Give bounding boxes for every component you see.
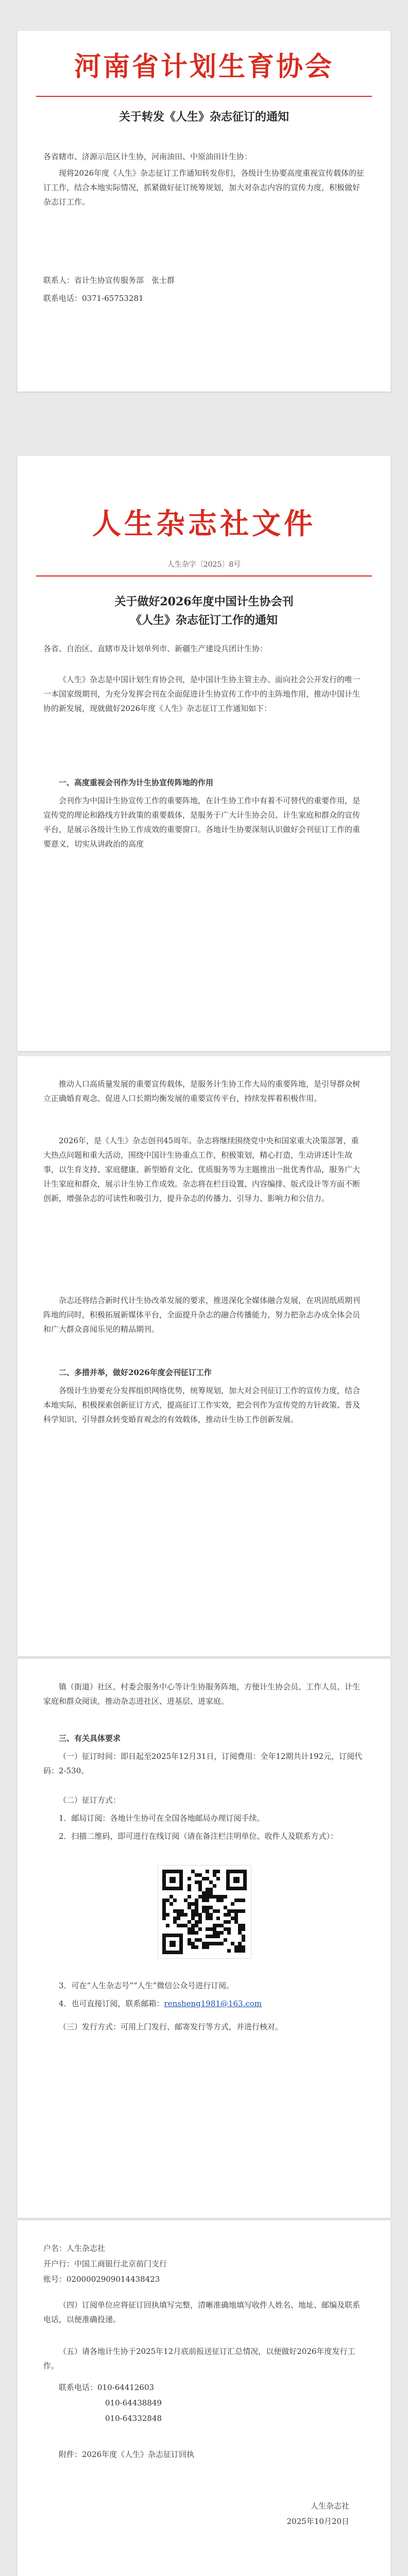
paragraph: 2026年，是《人生》杂志创刊45周年。杂志将继续围绕党中央和国家重大决策部署，重大热点问题和重大活动，围绕中国计生协重点工作，积极策划，精心打造，生动讲述计生故事，以生育支持、家庭健康、新型婚育文化、优质服务等为主题推出一批优秀作品，服务广大计生家庭和群众，展示计生协工作成效。杂志将在栏目设置、内容编排、版式设计等方面不断创新，增强杂志的可读性和吸引力，提升杂志的传播力、引导力、影响力和公信力。 — [43, 1136, 361, 1203]
contact-label: 联系人： — [43, 276, 75, 285]
signature: 人生杂志社 — [310, 2501, 349, 2511]
qr-module — [213, 1942, 216, 1945]
qr-module — [195, 1945, 198, 1949]
qr-module — [209, 1895, 213, 1899]
qr-module — [238, 1931, 242, 1935]
qr-module — [195, 1873, 198, 1877]
qr-module — [242, 1924, 245, 1927]
qr-module — [216, 1895, 220, 1899]
phone-value: 0371-65753281 — [82, 294, 144, 303]
qr-module — [216, 1877, 220, 1880]
paragraph: （四）订阅单位应将征订回执填写完整，清晰准确地填写收件人姓名、地址、邮编及联系电话，以便准确投递。 — [43, 2300, 361, 2324]
qr-module — [224, 1895, 227, 1899]
qr-module — [216, 1899, 220, 1902]
qr-module — [202, 1891, 206, 1895]
title-rule — [36, 96, 372, 97]
contact-phone-1: 010-64412603 — [97, 2383, 155, 2392]
qr-module — [213, 1870, 216, 1873]
qr-module — [202, 1942, 206, 1945]
qr-module — [213, 1884, 216, 1888]
qr-module — [191, 1917, 195, 1920]
qr-module — [180, 1913, 184, 1917]
qr-module — [242, 1938, 245, 1942]
qr-module — [220, 1931, 224, 1935]
qr-module — [206, 1870, 209, 1873]
bank-name-line — [43, 2241, 365, 2256]
qr-module — [188, 1938, 191, 1942]
paragraph: 杂志还将结合新时代计生协改革发展的要求，推进深化全媒体融合发展，在巩固纸质期刊阵地的同时，积极拓展新媒体平台，全面提升杂志的融合传播能力，努力把杂志办成全体会员和广大群众喜闻乐见的精品期刊。 — [43, 1296, 361, 1334]
notice-body: 现将2026年度《人生》杂志征订工作通知转发你们，各级计生协要高度重视宣传载体的征订工作，结合本地实际情况，抓紧做好征订统筹规划，加大对杂志内容的宣传力度，积极做好杂志订工作。 — [43, 168, 365, 207]
qr-module — [188, 1906, 191, 1909]
org-title: 河南省计划生育协会 — [74, 51, 334, 82]
qr-module — [213, 1909, 216, 1913]
requirement-2: （二）征订方式： — [59, 1795, 121, 1805]
qr-module — [198, 1873, 202, 1877]
subscribe-way-2: 2．扫描二维码，即可进行在线订阅（请在备注栏注明单位、收件人及联系方式）： — [59, 1832, 338, 1841]
qr-module — [206, 1888, 209, 1891]
subscribe-way-4 — [43, 1996, 365, 2011]
qr-module — [198, 1917, 202, 1920]
qr-module — [234, 1913, 238, 1917]
qr-module — [202, 1909, 206, 1913]
qr-module — [216, 1909, 220, 1913]
greeting: 各省、自治区、直辖市及计划单列市、新疆生产建设兵团计生协： — [43, 644, 268, 653]
qr-module — [242, 1899, 245, 1902]
qr-module — [224, 1920, 227, 1924]
section-heading: 二、多措并举，做好2026年度会刊征订工作 — [59, 1368, 212, 1377]
qr-module — [180, 1924, 184, 1927]
qr-module — [195, 1931, 198, 1935]
qr-module — [180, 1909, 184, 1913]
qr-module — [191, 1902, 195, 1906]
email-link[interactable]: rensheng1981@163.com — [164, 1999, 262, 2008]
qr-module — [206, 1909, 209, 1913]
qr-module — [238, 1909, 242, 1913]
qr-module — [188, 1884, 191, 1888]
qr-module — [209, 1888, 213, 1891]
qr-module — [206, 1917, 209, 1920]
qr-module — [242, 1945, 245, 1949]
account-label: 账号： — [43, 2275, 67, 2284]
qr-module — [220, 1942, 224, 1945]
qr-module — [173, 1899, 177, 1902]
qr-module — [206, 1942, 209, 1945]
qr-module — [195, 1906, 198, 1909]
qr-module — [191, 1927, 195, 1931]
qr-module — [188, 1920, 191, 1924]
qr-module — [166, 1899, 169, 1902]
paragraph: 推动人口高质量发展的重要宣传载体，是服务计生协工作大局的重要阵地，是引导群众树立正确婚育观念、促进人口长期均衡发展的重要宣传平台，持续发挥着积极作用。 — [43, 1079, 361, 1103]
qr-module — [169, 1895, 173, 1899]
qr-module — [191, 1945, 195, 1949]
qr-module — [188, 1877, 191, 1880]
qr-module — [209, 1913, 213, 1917]
greeting: 各省辖市、济源示范区计生协，河南油田、中原油田计生协： — [43, 152, 252, 161]
qr-module — [209, 1927, 213, 1931]
contact-line — [105, 2396, 365, 2410]
qr-module — [206, 1945, 209, 1949]
qr-module — [184, 1924, 188, 1927]
signature-date: 2025年10月20日 — [286, 2517, 349, 2526]
qr-module — [191, 1931, 195, 1935]
qr-module — [216, 1924, 220, 1927]
qr-module — [188, 1942, 191, 1945]
qr-module — [162, 1899, 166, 1902]
qr-module — [206, 1913, 209, 1917]
qr-module — [169, 1902, 173, 1906]
qr-module — [198, 1913, 202, 1917]
qr-module — [191, 1924, 195, 1927]
qr-module — [209, 1917, 213, 1920]
email-label: 4．也可直接订阅，联系邮箱： — [59, 1999, 164, 2008]
contact-phone-2: 010-64438849 — [105, 2398, 162, 2408]
qr-module — [224, 1927, 227, 1931]
qr-module — [238, 1927, 242, 1931]
qr-module — [198, 1927, 202, 1931]
qr-module — [213, 1931, 216, 1935]
qr-module — [242, 1935, 245, 1938]
paragraph: 会刊作为中国计生协宣传工作的重要阵地，在计生协工作中有着不可替代的重要作用，是宣传党的理论和路线方针政策的重要载体，是服务于广大计生协会员、计生家庭和群众的宣传平台，是展示各级计生协工作成效的重要窗口。各地计生协要深刻认识做好会刊征订工作的重要意义，切实从讲政治的高度 — [43, 796, 361, 849]
qr-module — [184, 1899, 188, 1902]
qr-module — [227, 1927, 231, 1931]
account-value: 0200002909014438423 — [66, 2275, 160, 2284]
contact-line — [105, 2411, 365, 2426]
document-title-line-1: 关于做好2026年度中国计生协会刊 — [114, 595, 294, 608]
qr-module — [206, 1895, 209, 1899]
bank-value: 中国工商银行北京前门支行 — [74, 2259, 167, 2268]
qr-module — [173, 1917, 177, 1920]
qr-module — [202, 1899, 206, 1902]
qr-module — [220, 1899, 224, 1902]
qr-module — [238, 1924, 242, 1927]
qr-module — [216, 1870, 220, 1873]
contact-line — [43, 2380, 365, 2395]
notice-page-5 — [18, 2221, 390, 2576]
phone-label: 联系电话： — [43, 294, 82, 303]
qr-module — [198, 1880, 202, 1884]
paragraph: （五）请各地计生协于2025年12月底前报送征订汇总情况，以便做好2026年度发行工作。 — [43, 2347, 355, 2370]
qr-module — [227, 1949, 231, 1953]
notice-page-1 — [18, 31, 390, 392]
qr-module — [242, 1949, 245, 1953]
qr-module — [216, 1935, 220, 1938]
section-heading: 三、有关具体要求 — [59, 1734, 121, 1743]
qr-module — [202, 1877, 206, 1880]
qr-module — [202, 1945, 206, 1949]
qr-module — [195, 1909, 198, 1913]
notice-title: 关于转发《人生》杂志征订的通知 — [118, 110, 289, 124]
qr-module — [177, 1913, 180, 1917]
qr-module — [195, 1899, 198, 1902]
qr-module — [184, 1913, 188, 1917]
qr-module — [202, 1895, 206, 1899]
qr-module — [198, 1895, 202, 1899]
qr-module — [188, 1927, 191, 1931]
qr-module — [209, 1942, 213, 1945]
qr-module — [224, 1938, 227, 1942]
qr-module — [234, 1917, 238, 1920]
qr-module — [198, 1938, 202, 1942]
contact-line — [43, 273, 365, 287]
qr-module — [195, 1880, 198, 1884]
qr-module — [238, 1899, 242, 1902]
paragraph: 镇（街道）社区、村委会服务中心等计生协服务阵地，方便计生协会员、工作人员、计生家庭和群众阅读，推动杂志进社区、进基层、进家庭。 — [43, 1682, 361, 1706]
qr-module — [234, 1949, 238, 1953]
qr-module — [206, 1927, 209, 1931]
notice-page-4 — [18, 1659, 390, 2218]
contact-label: 联系电话： — [59, 2383, 98, 2392]
qr-module — [173, 1920, 177, 1924]
qr-module — [173, 1909, 177, 1913]
qr-module — [216, 1917, 220, 1920]
qr-module — [220, 1924, 224, 1927]
subscription-qr-code[interactable] — [158, 1865, 251, 1959]
notice-page-3 — [18, 1056, 390, 1656]
qr-module — [162, 1906, 166, 1909]
qr-module — [198, 1884, 202, 1888]
qr-module — [238, 1942, 242, 1945]
qr-module — [191, 1870, 195, 1873]
qr-module — [188, 1888, 191, 1891]
qr-module — [213, 1924, 216, 1927]
qr-module — [206, 1891, 209, 1895]
subscribe-way-1: 1．邮局订阅：各地计生协可在全国各地邮局办理订阅手续。 — [59, 1814, 265, 1823]
qr-module — [166, 1924, 169, 1927]
attachment-line: 附件：2026年度《人生》杂志征订回执 — [59, 2450, 195, 2459]
qr-module — [213, 1935, 216, 1938]
document-number: 人生杂字〔2025〕8号 — [167, 561, 241, 569]
header-rule — [36, 575, 372, 577]
qr-module — [191, 1913, 195, 1917]
bank-name-value: 人生杂志社 — [66, 2244, 106, 2253]
paragraph: 《人生》杂志是中国计划生育协会刊，是中国计生协主管主办、面向社会公开发行的唯一一本国家级期刊，为充分发挥会刊在全面促进计生协宣传工作中的主阵地作用，推动中国计生协的新发展，现就做好2026年度《人生》杂志征订工作通知如下： — [43, 675, 361, 713]
qr-module — [188, 1895, 191, 1899]
qr-module — [234, 1945, 238, 1949]
qr-module — [231, 1917, 234, 1920]
qr-module — [213, 1927, 216, 1931]
qr-module — [206, 1906, 209, 1909]
requirement-1: （一）征订时间：即日起至2025年12月31日，订阅费用：全年12期共计192元，订阅代码：2-530。 — [43, 1752, 363, 1775]
bank-line — [43, 2257, 365, 2271]
qr-module — [162, 1917, 166, 1920]
qr-module — [224, 1913, 227, 1917]
qr-module — [177, 1909, 180, 1913]
qr-module — [209, 1891, 213, 1895]
qr-module — [227, 1920, 231, 1924]
qr-module — [213, 1873, 216, 1877]
qr-module — [195, 1902, 198, 1906]
contact-phone-3: 010-64332848 — [105, 2414, 162, 2423]
qr-module — [162, 1913, 166, 1917]
phone-line — [43, 291, 365, 306]
qr-module — [209, 1880, 213, 1884]
qr-module — [206, 1935, 209, 1938]
qr-module — [195, 1920, 198, 1924]
qr-module — [216, 1931, 220, 1935]
qr-module — [177, 1917, 180, 1920]
document-title-line-2: 《人生》杂志征订工作的通知 — [130, 614, 278, 627]
qr-module — [209, 1906, 213, 1909]
bank-label: 开户行： — [43, 2259, 75, 2268]
qr-module — [198, 1920, 202, 1924]
qr-module — [166, 1913, 169, 1917]
paragraph: 各级计生协要充分发挥组织网络优势，统筹规划，加大对会刊征订工作的宣传力度，结合本地实际，积极探索创新征订方式，提高征订工作实效，把会刊作为宣传党的方针政策、普及科学知识、引导群众转变婚育观念的有效载体，推动计生协工作创新发展。 — [43, 1386, 361, 1424]
account-line — [43, 2272, 365, 2286]
section-heading: 一、高度重视会刊作为计生协宣传阵地的作用 — [59, 778, 214, 787]
qr-module — [234, 1899, 238, 1902]
qr-module — [238, 1945, 242, 1949]
qr-module — [227, 1909, 231, 1913]
qr-module — [195, 1924, 198, 1927]
qr-module — [231, 1909, 234, 1913]
qr-module — [162, 1902, 166, 1906]
qr-module — [162, 1909, 166, 1913]
qr-module — [202, 1906, 206, 1909]
bank-name-label: 户名： — [43, 2244, 67, 2253]
qr-module — [191, 1909, 195, 1913]
qr-module — [188, 1931, 191, 1935]
qr-module — [177, 1924, 180, 1927]
qr-module — [206, 1877, 209, 1880]
qr-module — [220, 1895, 224, 1899]
qr-module — [188, 1902, 191, 1906]
qr-module — [242, 1927, 245, 1931]
qr-module — [195, 1913, 198, 1917]
qr-module — [209, 1935, 213, 1938]
qr-module — [195, 1938, 198, 1942]
qr-module — [227, 1913, 231, 1917]
qr-module — [231, 1942, 234, 1945]
qr-module — [191, 1942, 195, 1945]
subscribe-way-3: 3．可在“人生杂志号”“人生”微信公众号进行订阅。 — [59, 1981, 234, 1990]
requirement-3: （三）发行方式：可用上门发行、邮寄发行等方式，并进行核对。 — [59, 2022, 283, 2031]
notice-page-2 — [18, 456, 390, 1051]
qr-module — [216, 1942, 220, 1945]
contact-value: 省计生协宣传服务部 张士群 — [74, 276, 175, 285]
qr-module — [224, 1906, 227, 1909]
qr-module — [206, 1899, 209, 1902]
qr-module — [198, 1888, 202, 1891]
qr-module — [231, 1902, 234, 1906]
document-header: 人生杂志社文件 — [92, 507, 316, 541]
qr-module — [234, 1920, 238, 1924]
qr-module — [238, 1949, 242, 1953]
qr-module — [227, 1931, 231, 1935]
qr-module — [213, 1895, 216, 1899]
qr-module — [234, 1909, 238, 1913]
qr-module — [242, 1909, 245, 1913]
